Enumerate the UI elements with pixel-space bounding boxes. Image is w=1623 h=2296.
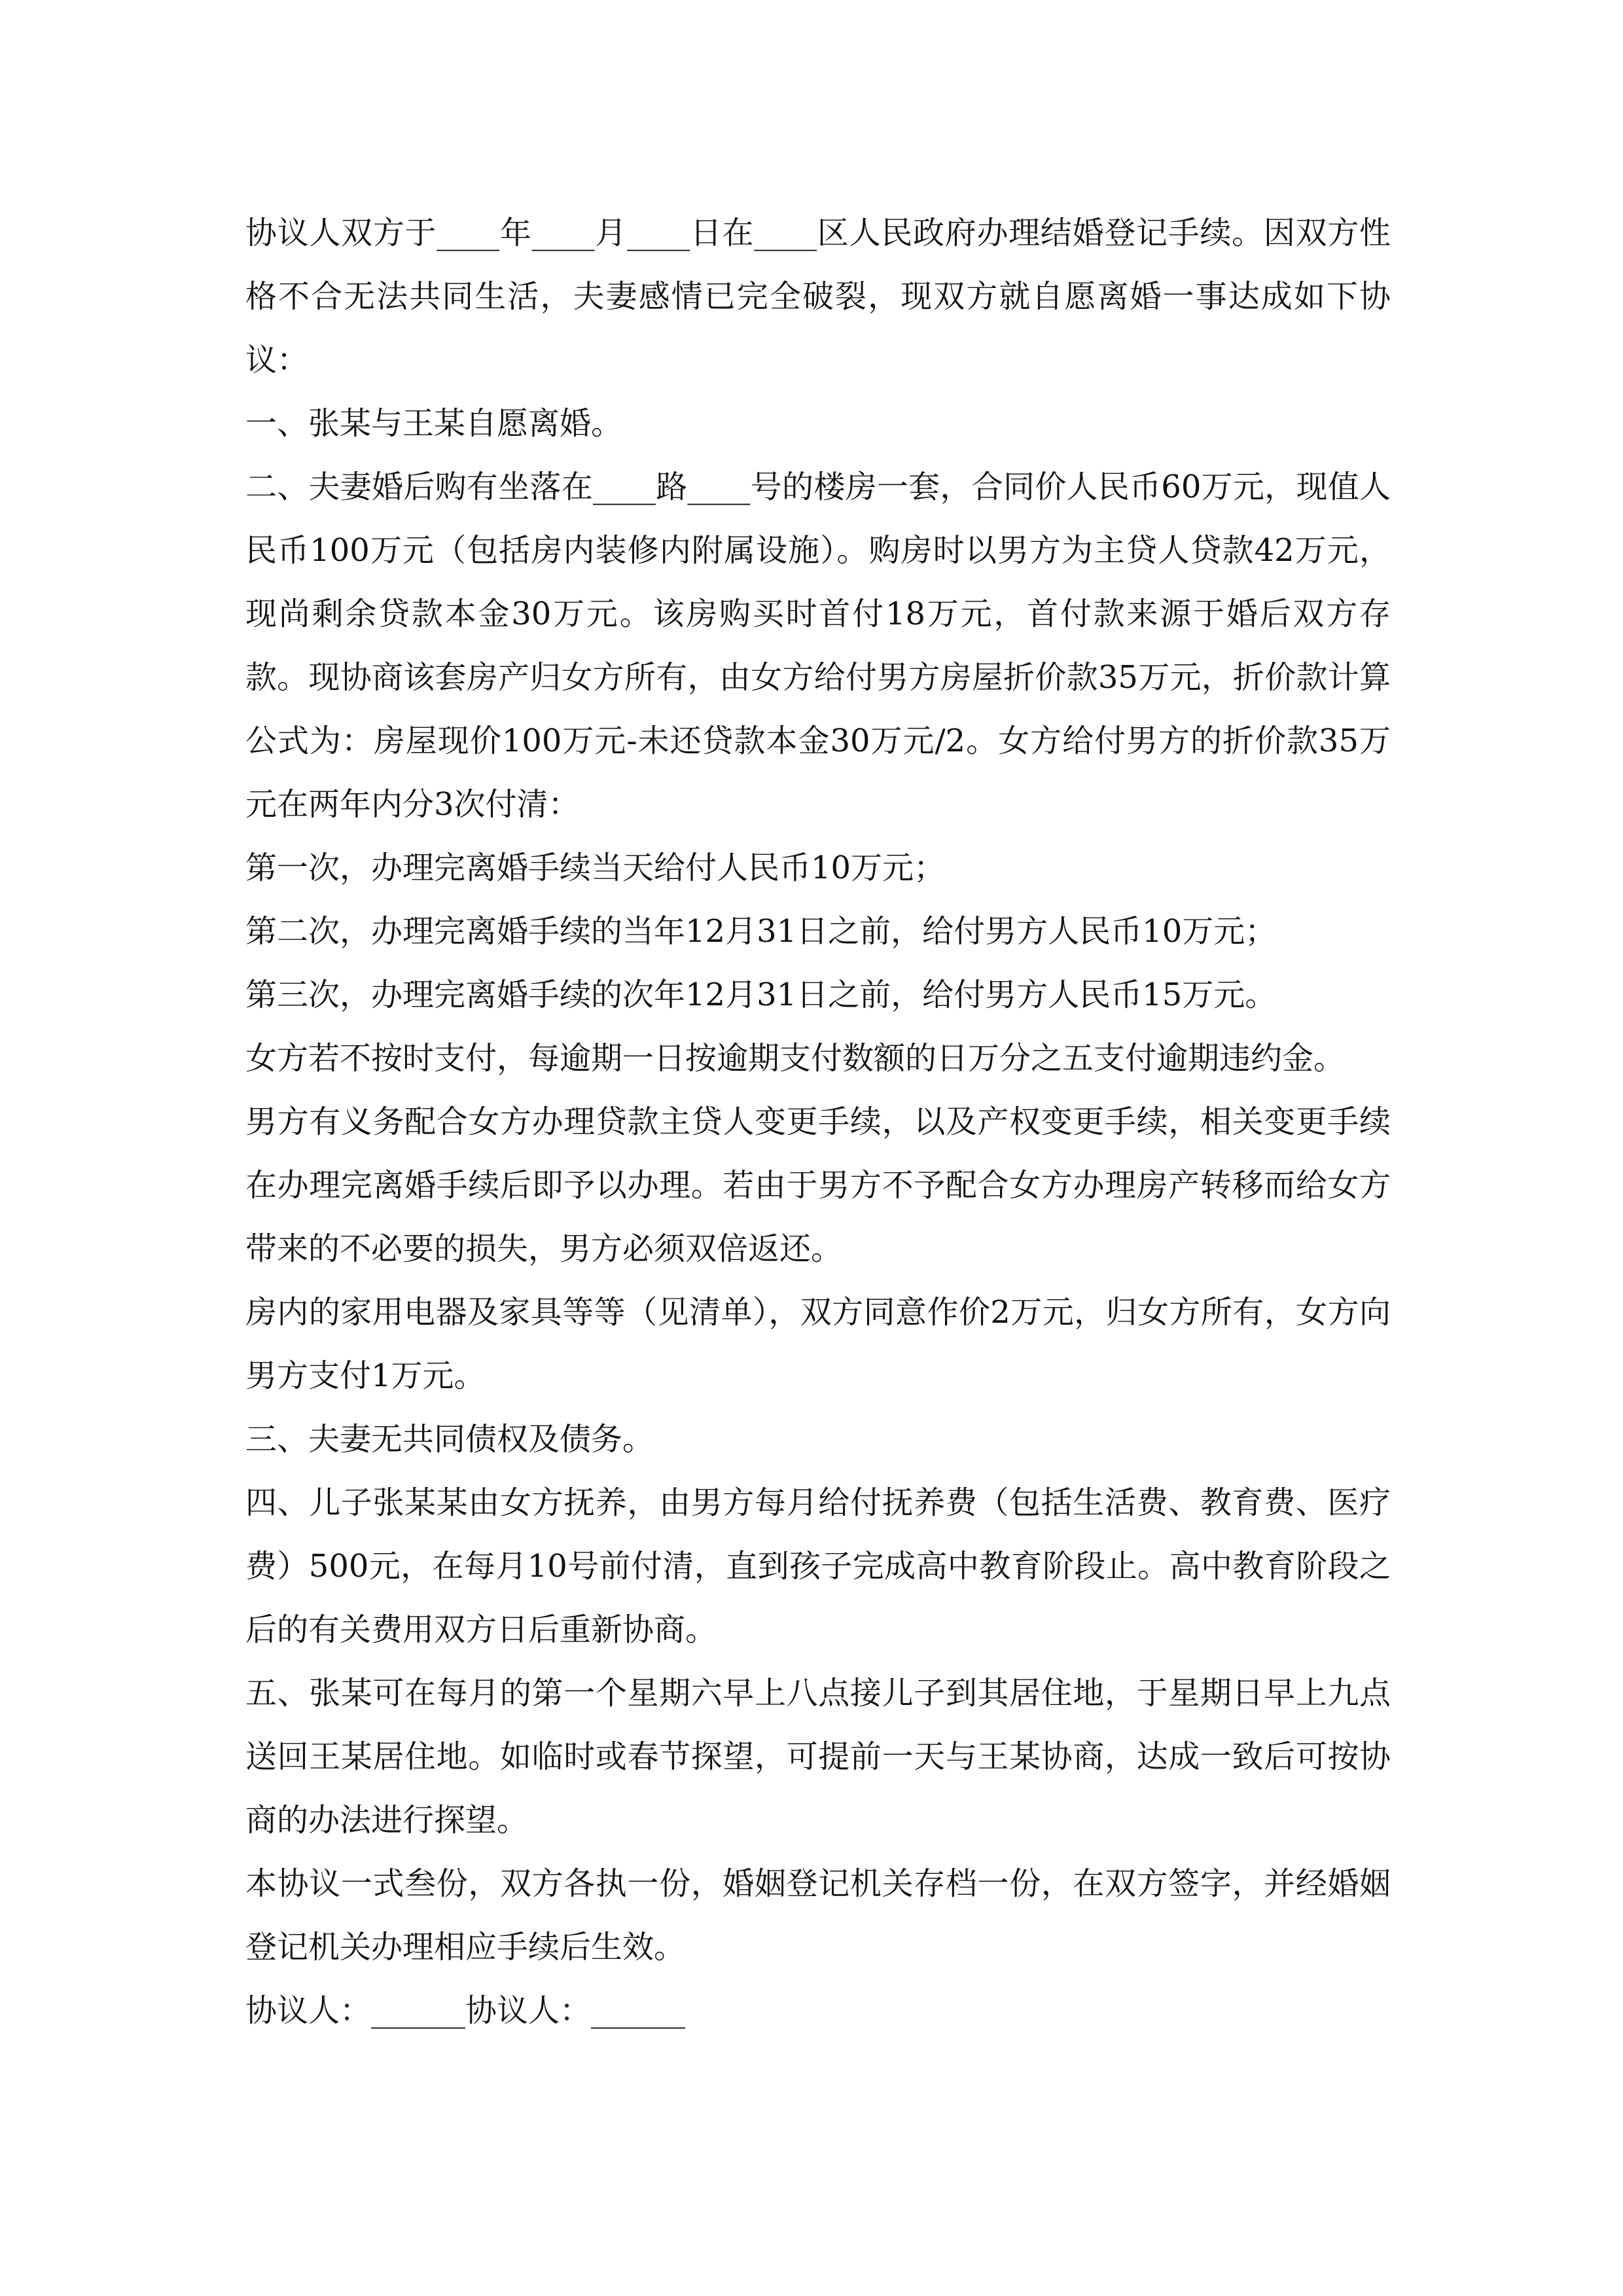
signature-line: 协议人：______协议人：______ xyxy=(245,1992,686,2029)
clause-1: 一、张某与王某自愿离婚。 xyxy=(245,405,623,442)
furniture-clause: 房内的家用电器及家具等等（见清单），双方同意作价2万元，归女方所有，女方向男方支付1万元。 xyxy=(245,1294,1391,1394)
payment-3: 第三次，办理完离婚手续的次年12月31日之前，给付男方人民币15万元。 xyxy=(245,977,1277,1013)
payment-1: 第一次，办理完离婚手续当天给付人民币10万元； xyxy=(245,850,946,886)
cooperation-clause: 男方有义务配合女方办理贷款主贷人变更手续，以及产权变更手续，相关变更手续在办理完离婚手续后即予以办理。若由于男方不予配合女方办理房产转移而给女方带来的不必要的损失，男方必须双倍返还。 xyxy=(245,1103,1391,1267)
clause-5: 五、张某可在每月的第一个星期六早上八点接儿子到其居住地，于星期日早上九点送回王某居住地。如临时或春节探望，可提前一天与王某协商，达成一致后可按协商的办法进行探望。 xyxy=(245,1675,1391,1839)
payment-2: 第二次，办理完离婚手续的当年12月31日之前，给付男方人民币10万元； xyxy=(245,913,1277,950)
clause-4: 四、儿子张某某由女方抚养，由男方每月给付抚养费（包括生活费、教育费、医疗费）500元，在每月10号前付清，直到孩子完成高中教育阶段止。高中教育阶段之后的有关费用双方日后重新协商。 xyxy=(245,1484,1391,1648)
clause-2: 二、夫妻婚后购有坐落在____路____号的楼房一套，合同价人民币60万元，现值人民币100万元（包括房内装修内附属设施）。购房时以男方为主贷人贷款42万元，现尚剩余贷款本金30万元。该房购买时首付18万元，首付款来源于婚后双方存款。现协商该套房产归女方所有，由女方给付男方房屋折价款35万元，折价款计算公式为：房屋现价100万元-未还贷款本金30万元/2。女方给付男方的折价款35万元在两年内分3次付清： xyxy=(245,469,1391,823)
late-payment-clause: 女方若不按时支付，每逾期一日按逾期支付数额的日万分之五支付逾期违约金。 xyxy=(245,1040,1346,1077)
agreement-body xyxy=(245,202,1391,2043)
effectiveness-clause: 本协议一式叁份，双方各执一份，婚姻登记机关存档一份，在双方签字，并经婚姻登记机关办理相应手续后生效。 xyxy=(245,1865,1391,1965)
intro-paragraph: 协议人双方于____年____月____日在____区人民政府办理结婚登记手续。因双方性格不合无法共同生活，夫妻感情已完全破裂，现双方就自愿离婚一事达成如下协议： xyxy=(245,215,1391,378)
clause-3: 三、夫妻无共同债权及债务。 xyxy=(245,1421,654,1458)
